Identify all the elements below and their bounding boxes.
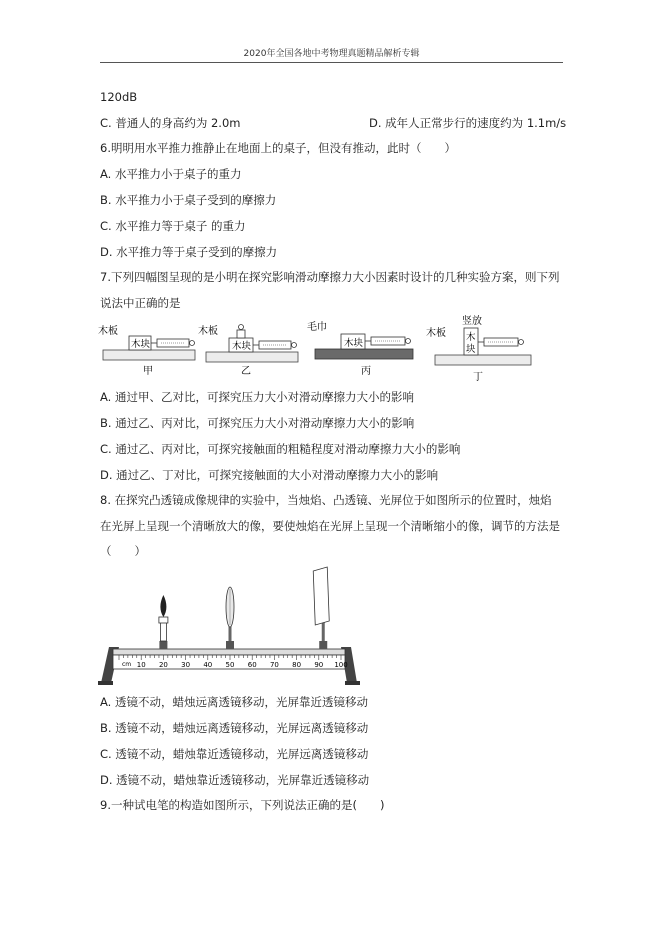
q7-option-b: B. 通过乙、丙对比，可探究压力大小对滑动摩擦力大小的影响 — [100, 416, 415, 430]
q7-stem-line1: 7.下列四幅图呈现的是小明在探究影响滑动摩擦力大小因素时设计的几种实验方案，则下列 — [100, 270, 560, 284]
q7-option-d: D. 通过乙、丁对比，可探究接触面的大小对滑动摩擦力大小的影响 — [100, 468, 439, 482]
q5-option-c: C. 普通人的身高约为 2.0m — [100, 116, 241, 130]
ding-block-label-1: 木 — [466, 332, 476, 343]
ding-top-label: 竖放 — [462, 316, 482, 327]
ding-block-label-2: 块 — [466, 344, 476, 355]
scale-tick-label: 70 — [269, 661, 279, 669]
q8-option-b: B. 透镜不动，蜡烛远离透镜移动，光屏远离透镜移动 — [100, 721, 369, 735]
scale-tick-label: 50 — [225, 661, 235, 669]
scale-tick-label: 20 — [158, 661, 168, 669]
q6-option-b: B. 水平推力小于桌子受到的摩擦力 — [100, 193, 277, 207]
bing-block-label: 木块 — [344, 338, 364, 349]
q6-option-d: D. 水平推力等于桌子受到的摩擦力 — [100, 245, 278, 259]
jia-caption: 甲 — [143, 366, 153, 377]
q7-option-c: C. 通过乙、丙对比，可探究接触面的粗糙程度对滑动摩擦力大小的影响 — [100, 442, 461, 456]
ding-surface-label: 木板 — [426, 328, 446, 339]
bing-surface-label: 毛巾 — [307, 322, 327, 333]
q5-option-d: D. 成年人正常步行的速度约为 1.1m/s — [369, 116, 567, 130]
figure-yi — [198, 324, 298, 377]
scale-tick-label: 30 — [181, 661, 191, 669]
yi-block-label: 木块 — [232, 341, 252, 352]
scale-tick-label: 10 — [136, 661, 146, 669]
jia-surface-label: 木板 — [98, 326, 118, 337]
q5-continuation: 120dB — [100, 90, 138, 104]
bench-rail — [113, 649, 345, 655]
q9-stem: 9.一种试电笔的构造如图所示，下列说法正确的是( ) — [100, 798, 385, 812]
yi-surface-label: 木板 — [198, 326, 218, 337]
scale-tick-label: 40 — [203, 661, 213, 669]
q8-option-d: D. 透镜不动，蜡烛靠近透镜移动，光屏靠近透镜移动 — [100, 773, 370, 787]
q6-option-c: C. 水平推力等于桌子 的重力 — [100, 219, 246, 233]
q7-option-a: A. 通过甲、乙对比，可探究压力大小对滑动摩擦力大小的影响 — [100, 390, 414, 404]
figure-jia — [98, 324, 195, 377]
scale-tick-label: 90 — [314, 661, 324, 669]
q8-stem-line1: 8. 在探究凸透镜成像规律的实验中，当烛焰、凸透镜、光屏位于如图所示的位置时，烛焰 — [100, 493, 552, 507]
q6-stem: 6.明明用水平推力推静止在地面上的桌子，但没有推动，此时（ ） — [100, 141, 456, 155]
towel-surface — [315, 349, 413, 359]
figure-bing — [307, 320, 413, 377]
scale-tick-label: 60 — [247, 661, 257, 669]
q7-friction-figure — [95, 312, 535, 382]
ding-caption: 丁 — [473, 372, 483, 382]
page-header: 2020年全国各地中考物理真题精品解析专辑 — [243, 49, 420, 59]
figure-ding — [426, 314, 531, 382]
flame-icon — [160, 595, 166, 617]
light-screen — [313, 567, 329, 649]
header-divider — [100, 62, 563, 63]
convex-lens — [226, 587, 234, 649]
q8-option-c: C. 透镜不动，蜡烛靠近透镜移动，光屏远离透镜移动 — [100, 747, 369, 761]
q8-stem-line3: （ ） — [100, 544, 146, 558]
q8-optical-bench-figure — [95, 565, 360, 687]
yi-caption: 乙 — [241, 366, 251, 377]
q7-stem-line2: 说法中正确的是 — [100, 296, 181, 310]
q8-stem-line2: 在光屏上呈现一个清晰放大的像，要使烛焰在光屏上呈现一个清晰缩小的像，调节的方法是 — [100, 519, 560, 533]
yi-weight — [237, 330, 245, 338]
unit-label: cm — [122, 661, 132, 668]
scale-tick-label: 100 — [334, 661, 348, 669]
bing-caption: 丙 — [361, 366, 371, 377]
jia-block-label: 木块 — [131, 339, 151, 350]
q8-option-a: A. 透镜不动，蜡烛远离透镜移动，光屏靠近透镜移动 — [100, 695, 368, 709]
candle — [159, 595, 168, 649]
scale-tick-label: 80 — [292, 661, 302, 669]
q6-option-a: A. 水平推力小于桌子的重力 — [100, 167, 242, 181]
